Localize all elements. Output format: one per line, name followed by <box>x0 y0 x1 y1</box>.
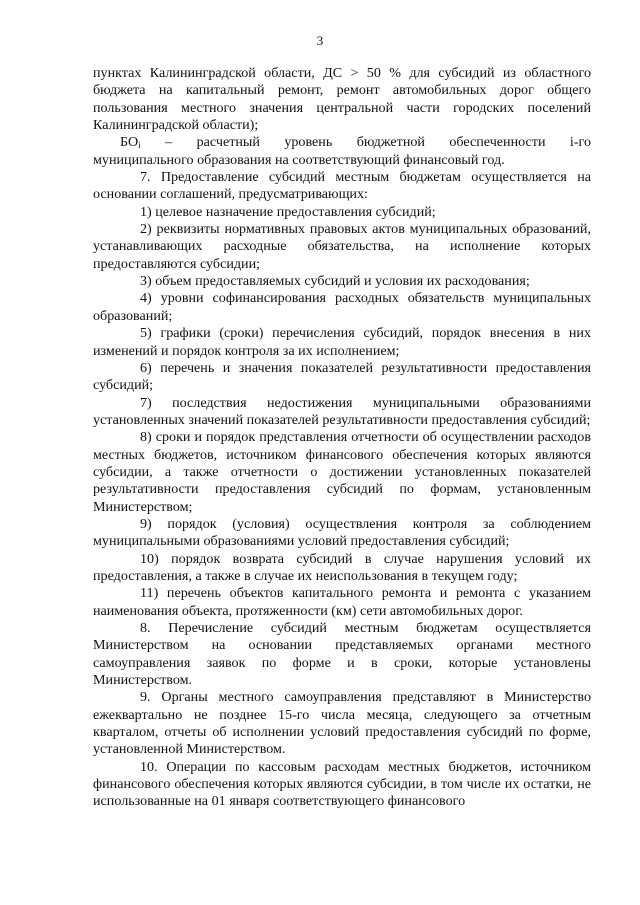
paragraph-item-8: 8. Перечисление субсидий местным бюджетам осуществляется Министерством на основании представляемых органами местного самоуправления заявок по форме и в сроки, которые установлены Министерством. <box>93 620 591 689</box>
list-item-4: 4) уровни софинансирования расходных обязательств муниципальных образований; <box>93 290 591 324</box>
list-item-9: 9) порядок (условия) осуществления контроля за соблюдением муниципальными образованиями условий предоставления субсидий; <box>93 515 591 550</box>
list-item-10: 10) порядок возврата субсидий в случае нарушения условий их предоставления, а также в случае их неиспользования в текущем году; <box>93 550 591 584</box>
paragraph-item-9: 9. Органы местного самоуправления представляют в Министерство ежеквартально не позднее 15-го числа месяца, следующего за отчетным кварталом, отчеты об исполнении условий предоставления субсидий по форме, установленной Министерством. <box>93 689 591 758</box>
page-number: 3 <box>316 33 324 48</box>
paragraph-continuation: пунктах Калининградской области, ДС > 50 % для субсидий из областного бюджета на капитальный ремонт, ремонт автомобильных дорог общего пользования местного значения центральной части городских поселений Калининградской области); <box>93 65 591 134</box>
paragraph-bo-definition-end: муниципального образования на соответствующий финансовый год. <box>93 151 505 168</box>
list-item-2: 2) реквизиты нормативных правовых актов муниципальных образований, устанавливающих расходные обязательства, на исполнение которых предоставляются субсидии; <box>93 221 591 272</box>
bo-definition-text: – расчетный уровень бюджетной обеспеченности i-го <box>165 134 591 151</box>
document-body <box>93 65 591 811</box>
list-item-5: 5) графики (сроки) перечисления субсидий, порядок внесения в них изменений и порядок контроля за их исполнением; <box>93 325 591 359</box>
list-item-8: 8) сроки и порядок представления отчетности об осуществлении расходов местных бюджетов, источником финансового обеспечения которых являются субсидии, а также отчетности о достижении установленных показателей результативности предоставления субсидий по формам, установленным Министерством; <box>93 429 591 515</box>
list-item-7: 7) последствия недостижения муниципальными образованиями установленных значений показателей результативности предоставления субсидий; <box>93 394 591 428</box>
list-item-1: 1) целевое назначение предоставления субсидий; <box>140 203 436 220</box>
list-item-11: 11) перечень объектов капитального ремонта и ремонта с указанием наименования объекта, протяженности (км) сети автомобильных дорог. <box>93 585 591 619</box>
paragraph-item-10: 10. Операции по кассовым расходам местных бюджетов, источником финансового обеспечения которых являются субсидии, в том числе их остатки, не использованные на 01 января соответствующего финансового <box>93 758 591 810</box>
paragraph-bo-definition <box>93 134 591 151</box>
bo-symbol: $БО_i$ <box>120 134 141 151</box>
list-item-3: 3) объем предоставляемых субсидий и условия их расходования; <box>140 273 530 290</box>
paragraph-item-7: 7. Предоставление субсидий местным бюджетам осуществляется на основании соглашений, предусматривающих: <box>93 169 591 203</box>
list-item-6: 6) перечень и значения показателей результативности предоставления субсидий; <box>93 359 591 394</box>
